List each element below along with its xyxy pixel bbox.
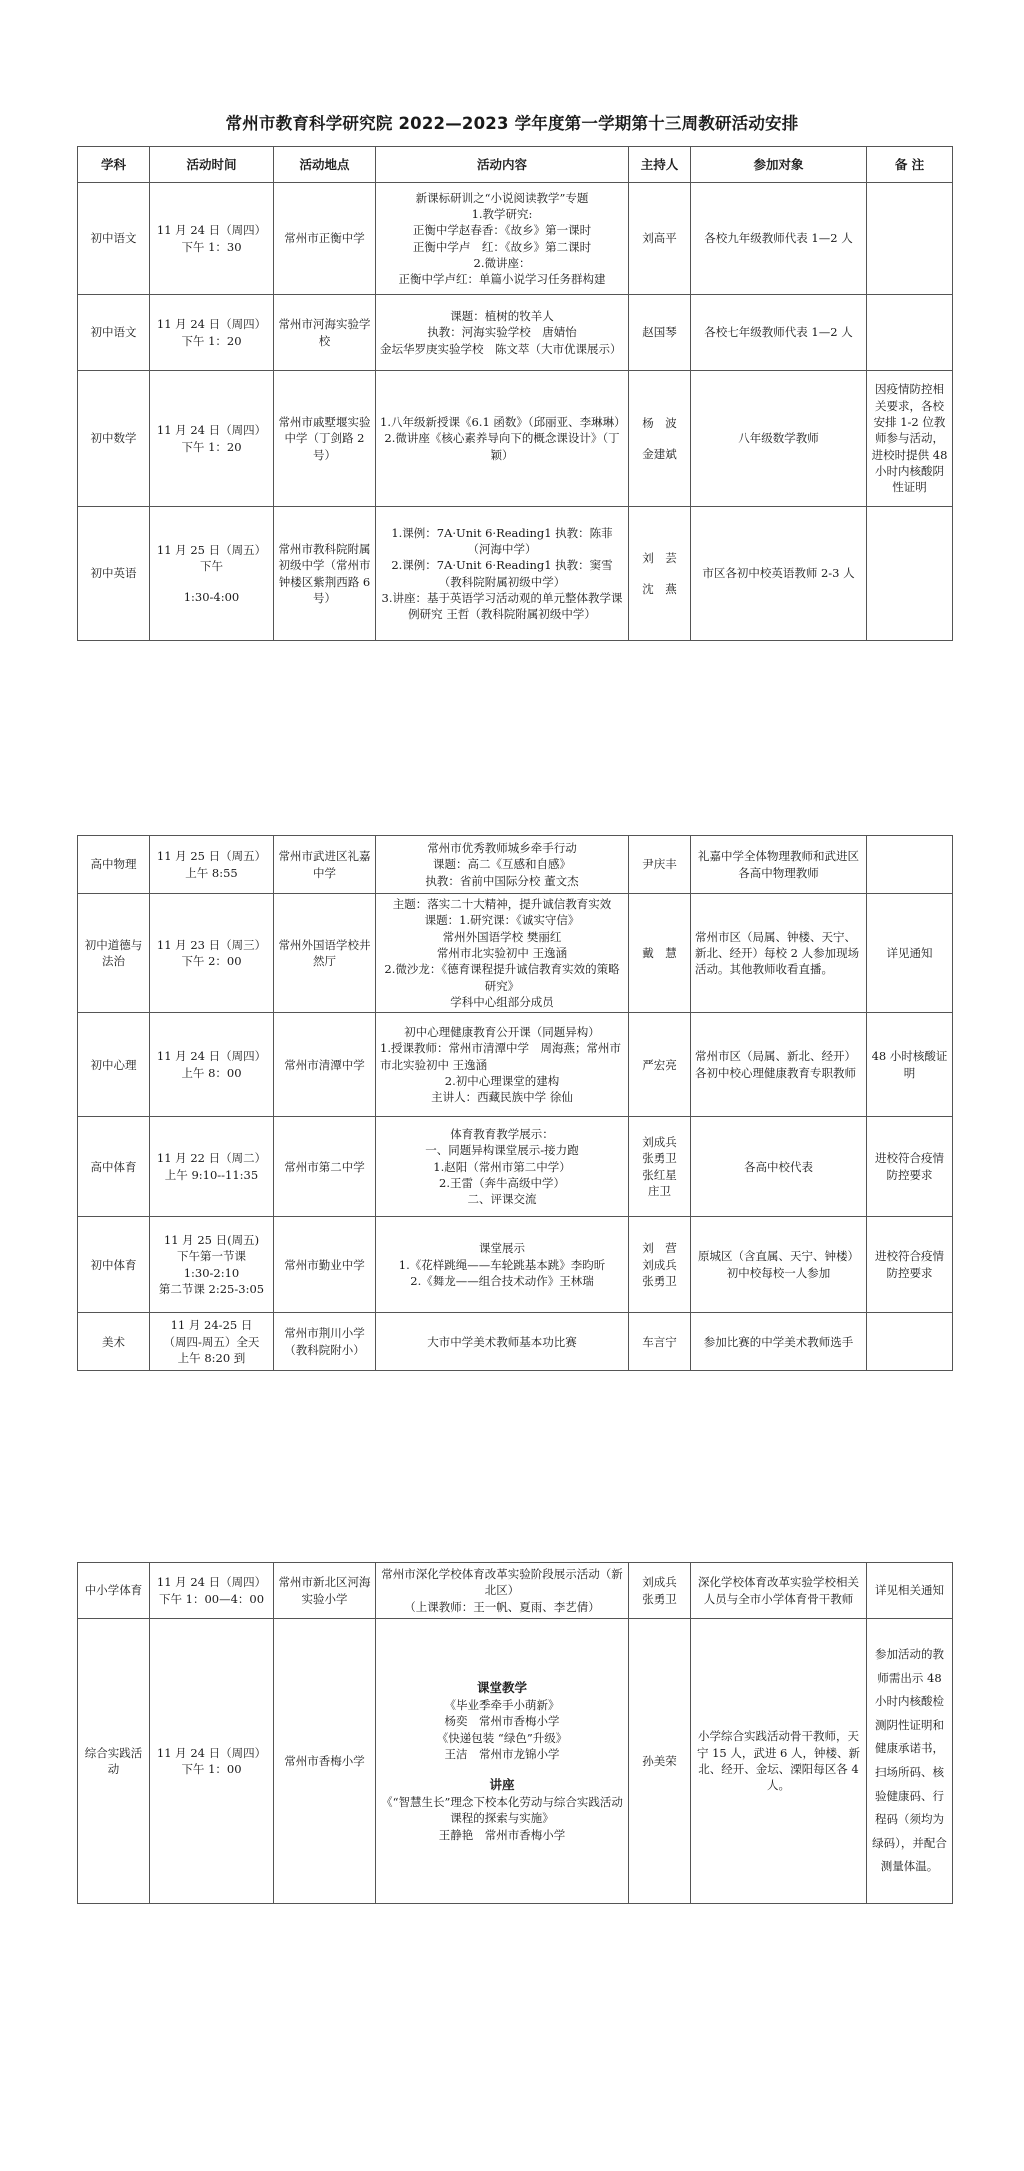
table-row [78, 1013, 953, 1117]
cell-subject: 高中物理 [78, 836, 150, 894]
cell-subject: 美术 [78, 1313, 150, 1371]
cell-place: 常州市河海实验学校 [274, 295, 376, 371]
content-heading-lessons: 课堂教学 [476, 1680, 527, 1696]
cell-place: 常州市勤业中学 [274, 1217, 376, 1313]
cell-host: 车言宁 [629, 1313, 691, 1371]
cell-participants: 参加比赛的中学美术教师选手 [691, 1313, 867, 1371]
cell-host: 刘 营 刘成兵 张勇卫 [629, 1217, 691, 1313]
cell-content: 主题：落实二十大精神，提升诚信教育实效 课题：1.研究课：《诚实守信》 常州外国语学校 樊丽红 常州市北实验初中 王逸涵 2.微沙龙：《德育课程提升诚信教育实效的策略研究》 学科中心组部分成员 [376, 894, 629, 1013]
page-title: 常州市教育科学研究院 2022—2023 学年度第一学期第十三周教研活动安排 [225, 114, 799, 133]
cell-time: 11 月 23 日（周三） 下午 2：00 [150, 894, 274, 1013]
table-row [78, 836, 953, 894]
cell-place: 常州外国语学校井然厅 [274, 894, 376, 1013]
cell-host: 赵国琴 [629, 295, 691, 371]
cell-time: 11 月 25 日（周五） 上午 8:55 [150, 836, 274, 894]
cell-host: 刘成兵 张勇卫 张红星 庄卫 [629, 1117, 691, 1217]
cell-subject: 初中心理 [78, 1013, 150, 1117]
cell-content: 常州市深化学校体育改革实验阶段展示活动（新北区） （上课教师：王一帆、夏雨、李艺倩） [376, 1563, 629, 1619]
cell-place: 常州市荆川小学（教科院附小） [274, 1313, 376, 1371]
cell-participants: 常州市区（局属、新北、经开）各初中校心理健康教育专职教师 [691, 1013, 867, 1117]
cell-notes: 进校符合疫情防控要求 [867, 1117, 953, 1217]
table-row [78, 1563, 953, 1619]
cell-place: 常州市戚墅堰实验中学（丁剑路 2 号） [274, 371, 376, 507]
cell-notes [867, 295, 953, 371]
table-row [78, 1217, 953, 1313]
cell-subject: 初中体育 [78, 1217, 150, 1313]
header-participants: 参加对象 [691, 147, 867, 183]
cell-participants: 小学综合实践活动骨干教师，天宁 15 人，武进 6 人，钟楼、新北、经开、金坛、溧阳每区各 4 人。 [691, 1619, 867, 1904]
content-heading-lecture: 讲座 [489, 1777, 515, 1793]
schedule-table-part3 [77, 1562, 953, 1904]
cell-time: 11 月 24 日（周四） 下午 1：20 [150, 371, 274, 507]
cell-content: 常州市优秀教师城乡牵手行动 课题：高二《互感和自感》 执教：省前中国际分校 董文杰 [376, 836, 629, 894]
header-time: 活动时间 [150, 147, 274, 183]
cell-subject: 中小学体育 [78, 1563, 150, 1619]
cell-notes [867, 836, 953, 894]
cell-host: 尹庆丰 [629, 836, 691, 894]
cell-host: 刘高平 [629, 183, 691, 295]
cell-content: 大市中学美术教师基本功比赛 [376, 1313, 629, 1371]
schedule-table-part1 [77, 146, 953, 641]
cell-notes: 详见相关通知 [867, 1563, 953, 1619]
cell-notes [867, 507, 953, 641]
cell-place: 常州市正衡中学 [274, 183, 376, 295]
header-row [78, 147, 953, 183]
cell-notes: 因疫情防控相关要求，各校安排 1-2 位教师参与活动，进校时提供 48 小时内核酸阴性证明 [867, 371, 953, 507]
cell-place: 常州市清潭中学 [274, 1013, 376, 1117]
cell-time: 11 月 22 日（周二） 上午 9:10--11:35 [150, 1117, 274, 1217]
cell-time: 11 月 25 日（周五） 下午 1:30-4:00 [150, 507, 274, 641]
cell-host: 严宏亮 [629, 1013, 691, 1117]
cell-time: 11 月 25 日(周五) 下午第一节课 1:30-2:10 第二节课 2:25-3:05 [150, 1217, 274, 1313]
cell-subject: 初中数学 [78, 371, 150, 507]
cell-time: 11 月 24 日（周四） 下午 1：20 [150, 295, 274, 371]
table-row [78, 295, 953, 371]
cell-participants: 礼嘉中学全体物理教师和武进区各高中物理教师 [691, 836, 867, 894]
cell-participants: 各校七年级教师代表 1—2 人 [691, 295, 867, 371]
cell-participants: 深化学校体育改革实验学校相关人员与全市小学体育骨干教师 [691, 1563, 867, 1619]
table-row [78, 183, 953, 295]
cell-participants: 原城区（含直属、天宁、钟楼）初中校每校一人参加 [691, 1217, 867, 1313]
table-row [78, 1117, 953, 1217]
cell-notes [867, 183, 953, 295]
cell-host: 杨 波 金建斌 [629, 371, 691, 507]
cell-place: 常州市教科院附属初级中学（常州市钟楼区紫荆西路 6 号） [274, 507, 376, 641]
table-row [78, 894, 953, 1013]
cell-participants: 各校九年级教师代表 1—2 人 [691, 183, 867, 295]
header-subject: 学科 [78, 147, 150, 183]
cell-notes: 48 小时核酸证明 [867, 1013, 953, 1117]
cell-notes: 详见通知 [867, 894, 953, 1013]
cell-place: 常州市香梅小学 [274, 1619, 376, 1904]
cell-host: 孙美荣 [629, 1619, 691, 1904]
cell-subject: 初中语文 [78, 183, 150, 295]
header-notes: 备 注 [867, 147, 953, 183]
cell-place: 常州市第二中学 [274, 1117, 376, 1217]
cell-content: 1.八年级新授课《6.1 函数》（邱丽亚、李琳琳） 2.微讲座《核心素养导向下的概念课设计》（丁颖） [376, 371, 629, 507]
cell-participants: 八年级数学教师 [691, 371, 867, 507]
cell-content: 课堂展示 1.《花样跳绳——车轮跳基本跳》李昀昕 2.《舞龙——组合技术动作》王林瑞 [376, 1217, 629, 1313]
cell-content: 初中心理健康教育公开课（同题异构） 1.授课教师：常州市清潭中学 周海燕；常州市市北实验初中 王逸涵 2.初中心理课堂的建构 主讲人：西藏民族中学 徐仙 [376, 1013, 629, 1117]
table-row [78, 507, 953, 641]
cell-time: 11 月 24 日（周四） 下午 1：00—4：00 [150, 1563, 274, 1619]
cell-place: 常州市新北区河海实验小学 [274, 1563, 376, 1619]
cell-time: 11 月 24 日（周四） 下午 1：30 [150, 183, 274, 295]
cell-subject: 初中英语 [78, 507, 150, 641]
cell-content: 体育教育教学展示： 一、同题异构课堂展示-接力跑 1.赵阳（常州市第二中学） 2.王雷（奔牛高级中学） 二、评课交流 [376, 1117, 629, 1217]
table-row [78, 1313, 953, 1371]
cell-subject: 综合实践活动 [78, 1619, 150, 1904]
cell-host: 刘 芸 沈 燕 [629, 507, 691, 641]
cell-time: 11 月 24 日（周四） 上午 8：00 [150, 1013, 274, 1117]
cell-content: 课题：植树的牧羊人 执教：河海实验学校 唐婧怡 金坛华罗庚实验学校 陈文萃（大市优课展示） [376, 295, 629, 371]
header-host: 主持人 [629, 147, 691, 183]
table-row [78, 1619, 953, 1904]
header-content: 活动内容 [376, 147, 629, 183]
header-place: 活动地点 [274, 147, 376, 183]
cell-time: 11 月 24-25 日 （周四-周五）全天 上午 8:20 到 [150, 1313, 274, 1371]
schedule-table-part2 [77, 835, 953, 1371]
table-row [78, 371, 953, 507]
cell-host: 刘成兵 张勇卫 [629, 1563, 691, 1619]
cell-content: 1.课例：7A·Unit 6·Reading1 执教：陈菲（河海中学） 2.课例：7A·Unit 6·Reading1 执教：窦雪（教科院附属初级中学） 3.讲座：基于英语学习活动观的单元整体教学课例研究 王哲（教科院附属初级中学） [376, 507, 629, 641]
cell-content: 课堂教学 《毕业季牵手小萌新》 杨奕 常州市香梅小学 《快递包装 “绿色”升级》 王洁 常州市龙锦小学 讲座 《“智慧生长”理念下校本化劳动与综合实践活动课程的探索与实施》 王静艳 常州市香梅小学 [376, 1619, 629, 1904]
cell-subject: 初中道德与法治 [78, 894, 150, 1013]
cell-subject: 高中体育 [78, 1117, 150, 1217]
cell-content: 新课标研训之“小说阅读教学”专题 1.教学研究: 正衡中学赵春香：《故乡》第一课时 正衡中学卢 红：《故乡》第二课时 2.微讲座： 正衡中学卢红：单篇小说学习任务群构建 [376, 183, 629, 295]
cell-participants: 常州市区（局属、钟楼、天宁、新北、经开）每校 2 人参加现场活动。其他教师收看直播。 [691, 894, 867, 1013]
cell-time: 11 月 24 日（周四） 下午 1：00 [150, 1619, 274, 1904]
cell-notes [867, 1313, 953, 1371]
cell-host: 戴 慧 [629, 894, 691, 1013]
cell-subject: 初中语文 [78, 295, 150, 371]
cell-participants: 市区各初中校英语教师 2-3 人 [691, 507, 867, 641]
cell-notes: 进校符合疫情防控要求 [867, 1217, 953, 1313]
cell-notes: 参加活动的教师需出示 48 小时内核酸检测阴性证明和健康承诺书，扫场所码、核验健康码、行程码（须均为绿码），并配合测量体温。 [867, 1619, 953, 1904]
cell-participants: 各高中校代表 [691, 1117, 867, 1217]
cell-place: 常州市武进区礼嘉中学 [274, 836, 376, 894]
